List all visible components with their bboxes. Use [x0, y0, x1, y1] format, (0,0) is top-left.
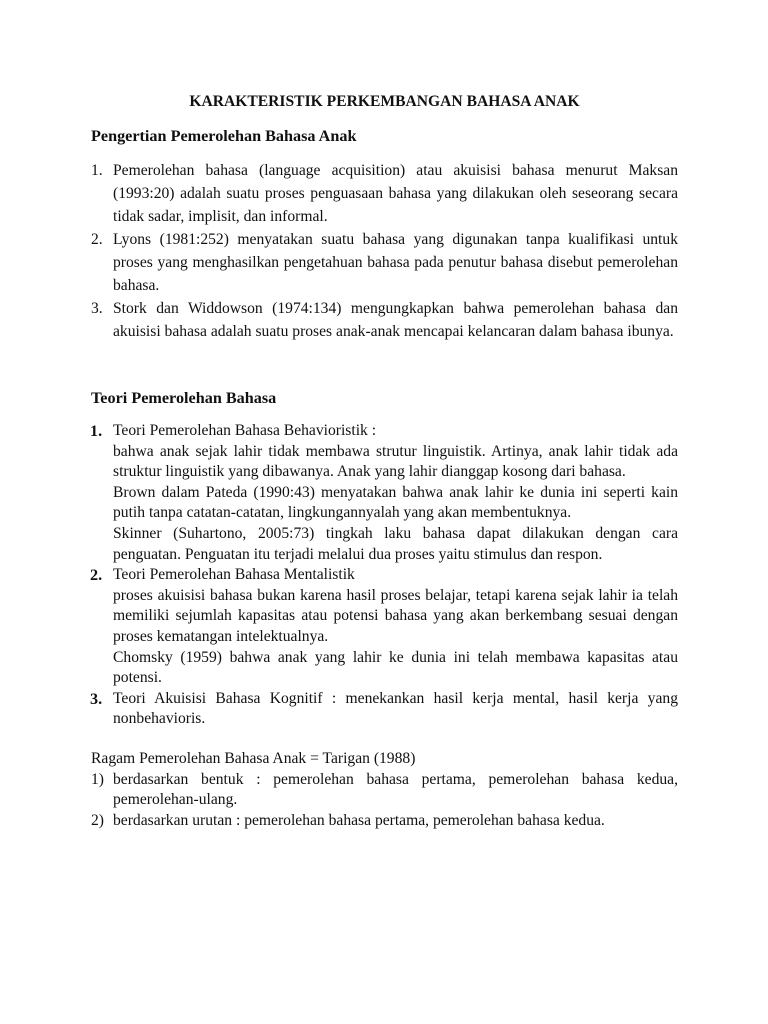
theory-title: Teori Pemerolehan Bahasa Mentalistik — [113, 566, 355, 584]
ragam-list — [91, 770, 678, 832]
list-item-text: Lyons (1981:252) menyatakan suatu bahasa yang digunakan tanpa kualifikasi untuk proses yang menghasilkan pengetahuan bahasa pada penutur bahasa disebut pemerolehan bahasa. — [113, 231, 678, 294]
list-item-number: 1. — [90, 422, 103, 440]
list-item-number: 3. — [91, 300, 103, 317]
section-heading-teori: Teori Pemerolehan Bahasa — [91, 389, 277, 407]
list-item-number: 3. — [90, 689, 103, 708]
theory-paragraph: Skinner (Suhartono, 2005:73) tingkah laku bahasa dapat dilakukan dengan cara penguatan. Penguatan itu terjadi melalui dua proses yaitu stimulus dan respon. — [113, 524, 678, 563]
ragam-section — [91, 749, 678, 831]
list-item-text: Stork dan Widdowson (1974:134) mengungkapkan bahwa pemerolehan bahasa dan akuisisi bahasa adalah suatu proses anak-anak mencapai kelancaran dalam bahasa ibunya. — [113, 300, 678, 340]
list-item — [91, 811, 678, 832]
list-item — [91, 770, 678, 811]
theory-title: Teori Pemerolehan Bahasa Behavioristik : — [113, 422, 377, 439]
ragam-intro: Ragam Pemerolehan Bahasa Anak = Tarigan (1988) — [91, 749, 416, 767]
theory-paragraph: Chomsky (1959) bahwa anak yang lahir ke dunia ini telah membawa kapasitas atau potensi. — [113, 648, 678, 687]
list-item-text: Pemerolehan bahasa (language acquisition) atau akuisisi bahasa menurut Maksan (1993:20) adalah suatu proses penguasaan bahasa yang dilakukan oleh seseorang secara tidak sadar, implisit, dan informal. — [113, 162, 678, 225]
pengertian-list — [91, 159, 678, 343]
list-item — [91, 159, 678, 228]
list-item-number: 1. — [91, 162, 103, 179]
theory-paragraph: Brown dalam Pateda (1990:43) menyatakan bahwa anak lahir ke dunia ini seperti kain putih tanpa catatan-catatan, lingkungannyalah yang akan membentuknya. — [113, 483, 678, 522]
list-item-text: berdasarkan urutan : pemerolehan bahasa pertama, pemerolehan bahasa kedua. — [113, 811, 605, 829]
theory-item-kognitif — [91, 689, 678, 730]
list-item-number: 2) — [91, 811, 104, 829]
theory-paragraph: bahwa anak sejak lahir tidak membawa strutur linguistik. Artinya, anak lahir tidak ada struktur linguistik yang dibawanya. Anak yang lahir dianggap kosong dari bahasa. — [113, 442, 678, 481]
list-item-text: berdasarkan bentuk : pemerolehan bahasa pertama, pemerolehan bahasa kedua, pemerolehan-ulang. — [113, 770, 678, 809]
list-item-number: 2. — [91, 231, 103, 248]
list-item-number: 1) — [91, 770, 104, 788]
theory-item-mentalistik — [91, 565, 678, 689]
theory-paragraph: proses akuisisi bahasa bukan karena hasil proses belajar, tetapi karena sejak lahir ia telah memiliki sejumlah kapasitas atau potensi bahasa yang akan berkembang sesuai dengan proses kematangan intelektualnya. — [113, 586, 678, 645]
theory-item-behavioristik — [91, 421, 678, 565]
theory-title: Teori Akuisisi Bahasa Kognitif : menekankan hasil kerja mental, hasil kerja yang nonbehavioris. — [113, 689, 678, 728]
section-heading-pengertian: Pengertian Pemerolehan Bahasa Anak — [91, 127, 357, 145]
list-item — [91, 297, 678, 343]
teori-list — [91, 421, 678, 730]
document-title: KARAKTERISTIK PERKEMBANGAN BAHASA ANAK — [189, 93, 580, 110]
list-item — [91, 228, 678, 297]
list-item-number: 2. — [90, 566, 103, 585]
